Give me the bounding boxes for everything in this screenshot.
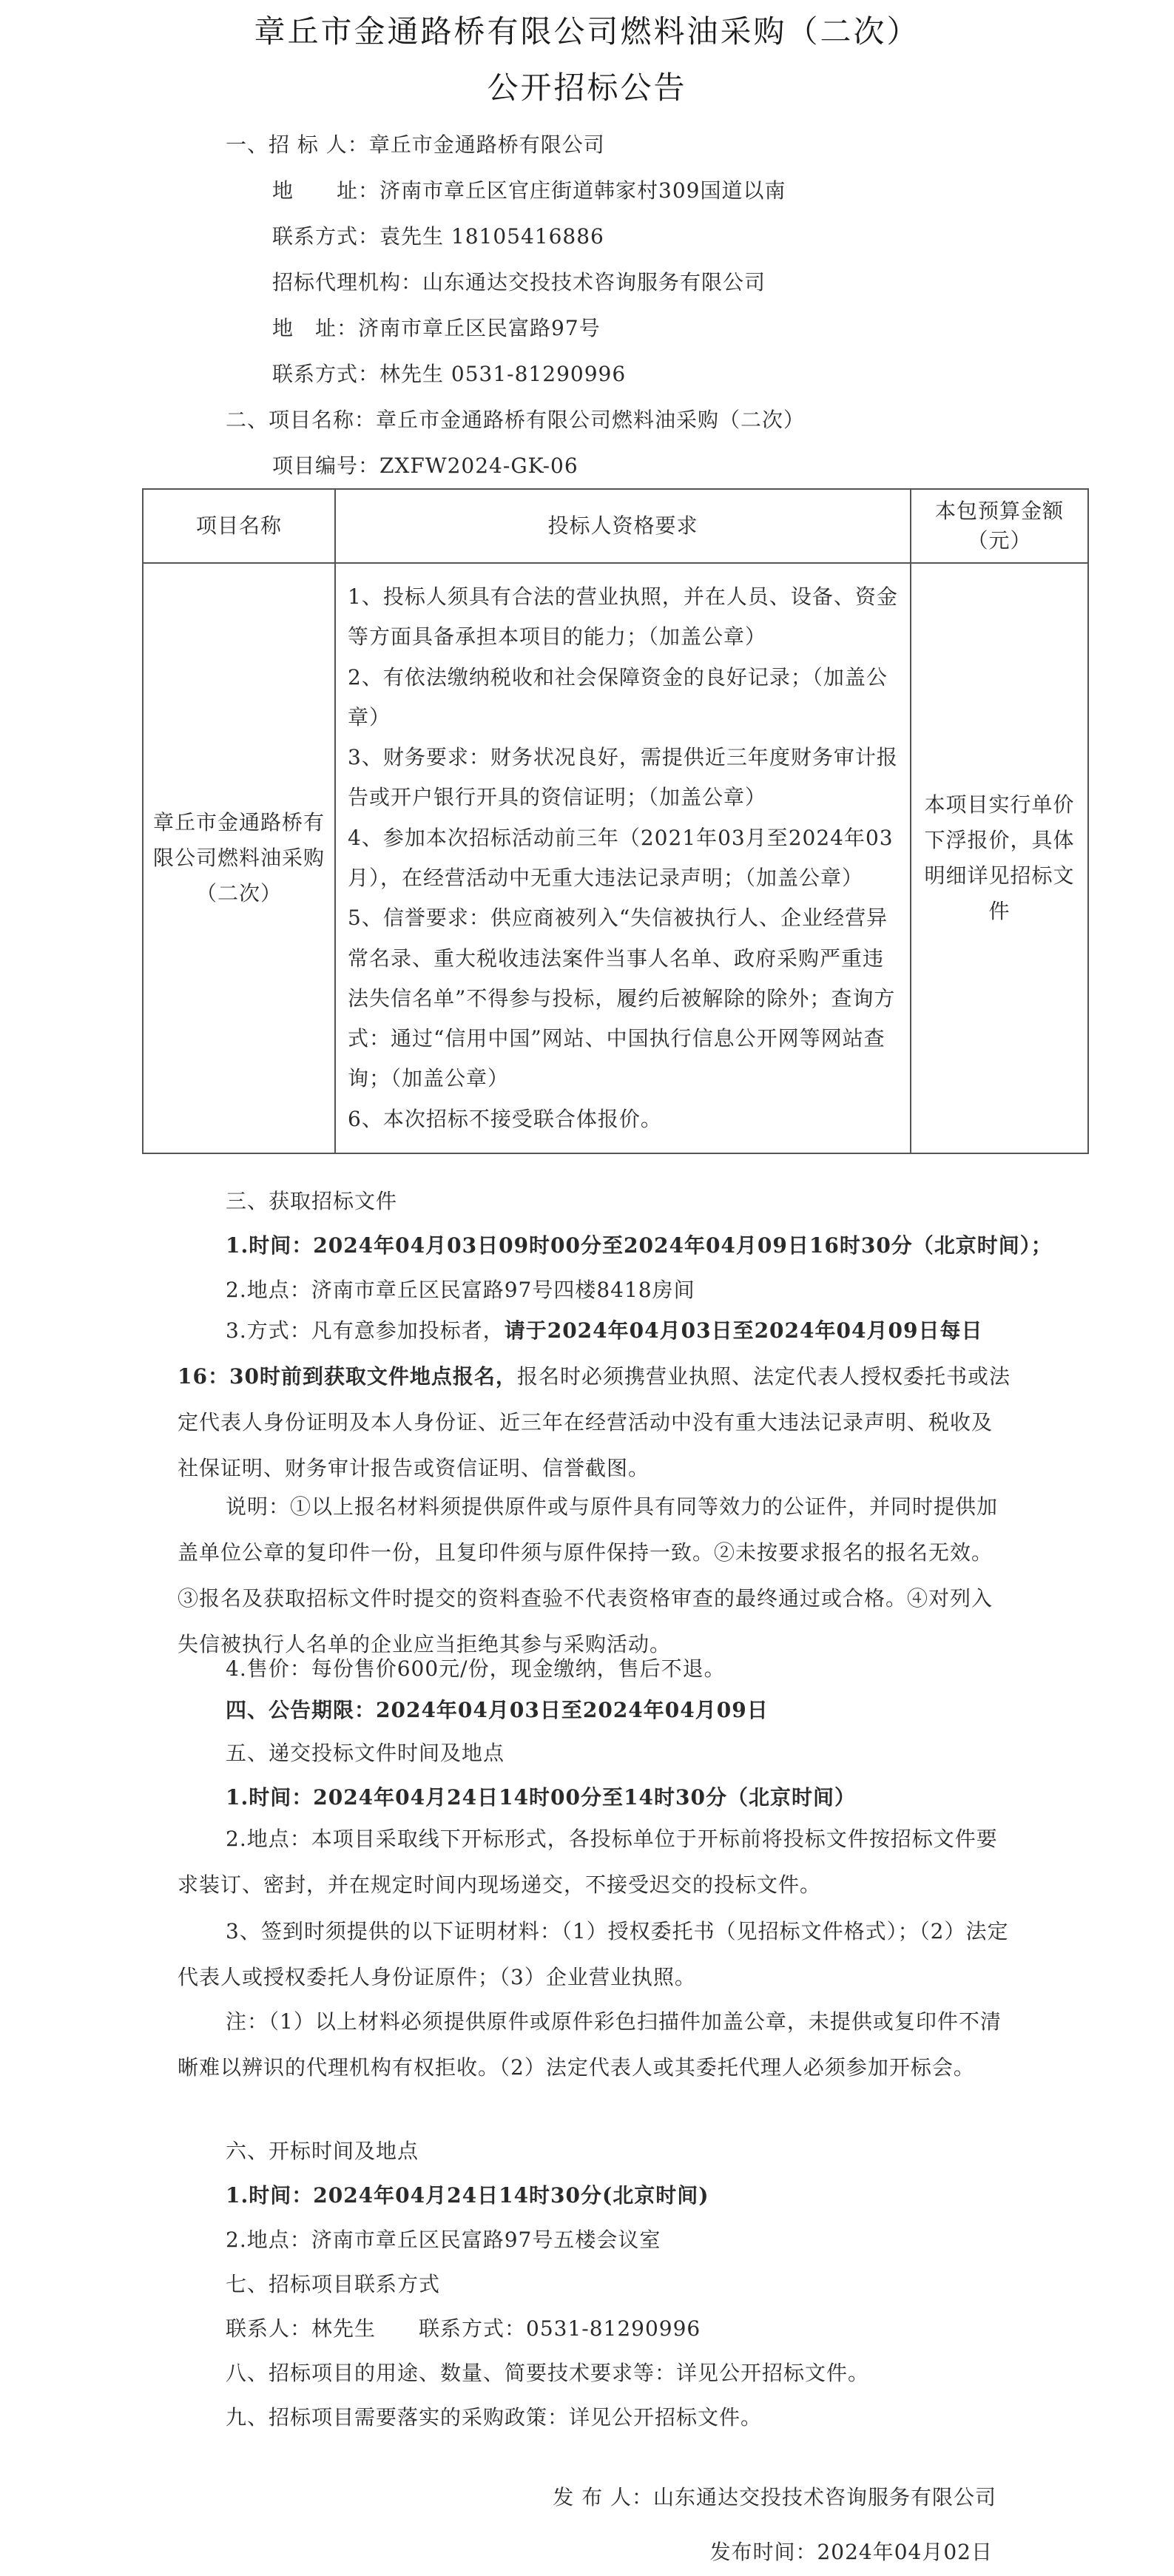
section6-heading: 六、开标时间及地点 xyxy=(226,2139,419,2163)
requirement-item: 1、投标人须具有合法的营业执照，并在人员、设备、资金等方面具备承担本项目的能力；（加盖公章） xyxy=(348,584,898,650)
section7-heading: 七、招标项目联系方式 xyxy=(226,2272,441,2296)
header-requirements: 投标人资格要求 xyxy=(335,489,911,563)
section5-note: 注：（1）以上材料必须提供原件或原件彩色扫描件加盖公章，未提供或复印件不清晰难以辨识的代理机构有权拒收。（2）法定代表人或其委托代理人必须参加开标会。 xyxy=(178,2009,1002,2080)
cell-requirements xyxy=(335,563,911,1153)
tenderer-address: 地 址：济南市章丘区官庄街道韩家村309国道以南 xyxy=(272,178,786,203)
project-name: 二、项目名称：章丘市金通路桥有限公司燃料油采购（二次） xyxy=(226,408,806,432)
agency-address: 地 址：济南市章丘区民富路97号 xyxy=(272,316,601,340)
table-header-row xyxy=(143,489,1088,563)
header-budget: 本包预算金额（元） xyxy=(911,489,1088,563)
section3-method xyxy=(178,1308,1013,1491)
section6-time: 1.时间：2024年04月24日14时30分(北京时间) xyxy=(226,2183,709,2208)
section5-time: 1.时间：2024年04月24日14时00分至14时30分（北京时间） xyxy=(226,1785,856,1810)
tenderer-heading: 一、招 标 人：章丘市金通路桥有限公司 xyxy=(226,132,605,157)
header-project-name: 项目名称 xyxy=(143,489,335,563)
agency-contact: 联系方式：林先生 0531-81290996 xyxy=(272,362,627,386)
publisher: 发 布 人：山东通达交投技术咨询服务有限公司 xyxy=(553,2485,996,2509)
section5-location: 2.地点：本项目采取线下开标形式，各投标单位于开标前将投标文件按招标文件要求装订、密封，并在规定时间内现场递交，不接受迟交的投标文件。 xyxy=(178,1827,998,1897)
qualification-table xyxy=(142,488,1089,1154)
tenderer-contact: 联系方式：袁先生 18105416886 xyxy=(272,224,604,249)
agency-name: 招标代理机构：山东通达交投技术咨询服务有限公司 xyxy=(272,270,766,294)
cell-budget: 本项目实行单价下浮报价，具体明细详见招标文件 xyxy=(911,563,1088,1153)
section4-period: 四、公告期限：2024年04月03日至2024年04月09日 xyxy=(226,1698,769,1722)
section3-time: 1.时间：2024年04月03日09时00分至2024年04月09日16时30分（北京时间）； xyxy=(226,1233,1053,1258)
section3-location: 2.地点：济南市章丘区民富路97号四楼8418房间 xyxy=(226,1278,695,1302)
section3-note: 说明：①以上报名材料须提供原件或与原件具有同等效力的公证件，并同时提供加盖单位公章的复印件一份，且复印件须与原件保持一致。②未按要求报名的报名无效。③报名及获取招标文件时提交的资料查验不代表资格审查的最终通过或合格。④对列入失信被执行人名单的企业应当拒绝其参与采购活动。 xyxy=(178,1494,999,1656)
section3-heading: 三、获取招标文件 xyxy=(226,1189,398,1213)
section5-materials: 3、签到时须提供的以下证明材料：（1）授权委托书（见招标文件格式）；（2）法定代表人或授权委托人身份证原件；（3）企业营业执照。 xyxy=(178,1919,1009,1989)
page-title: 章丘市金通路桥有限公司燃料油采购（二次） xyxy=(254,13,920,50)
section7-contact: 联系人：林先生 联系方式：0531-81290996 xyxy=(226,2316,701,2341)
requirement-item: 6、本次招标不接受联合体报价。 xyxy=(348,1106,662,1131)
section9-line: 九、招标项目需要落实的采购政策：详见公开招标文件。 xyxy=(226,2405,763,2430)
section5-heading: 五、递交投标文件时间及地点 xyxy=(226,1741,505,1765)
table-row xyxy=(143,563,1088,1153)
requirement-item: 3、财务要求：财务状况良好，需提供近三年度财务审计报告或开户银行开具的资信证明；（加盖公章） xyxy=(348,745,898,810)
publish-date: 发布时间：2024年04月02日 xyxy=(709,2540,993,2564)
method-deadline: 请于2024年04月03日至2024年04月09日每日16：30时前到获取文件地点报名， xyxy=(178,1318,983,1389)
project-number: 项目编号：ZXFW2024-GK-06 xyxy=(272,454,578,478)
section6-location: 2.地点：济南市章丘区民富路97号五楼会议室 xyxy=(226,2228,661,2252)
requirement-item: 2、有依法缴纳税收和社会保障资金的良好记录；（加盖公章） xyxy=(348,664,888,729)
section3-price: 4.售价：每份售价600元/份，现金缴纳，售后不退。 xyxy=(226,1656,726,1681)
method-prefix: 3.方式：凡有意参加投标者， xyxy=(226,1318,505,1343)
cell-project-name: 章丘市金通路桥有限公司燃料油采购（二次） xyxy=(143,563,335,1153)
method-requirements: 报名时必须携营业执照、法定代表人授权委托书或法定代表人身份证明及本人身份证、近三年在经营活动中没有重大违法记录声明、税收及社保证明、财务审计报告或资信证明、信誉截图。 xyxy=(178,1364,1011,1480)
requirement-item: 5、信誉要求：供应商被列入“失信被执行人、企业经营异常名录、重大税收违法案件当事人名单、政府采购严重违法失信名单”不得参与投标，履约后被解除的除外；查询方式：通过“信用中国”网站、中国执行信息公开网等网站查询；（加盖公章） xyxy=(348,906,896,1091)
section8-line: 八、招标项目的用途、数量、简要技术要求等：详见公开招标文件。 xyxy=(226,2361,870,2385)
page-subtitle: 公开招标公告 xyxy=(487,70,687,106)
requirement-item: 4、参加本次招标活动前三年（2021年03月至2024年03月），在经营活动中无重大违法记录声明；（加盖公章） xyxy=(348,825,894,890)
